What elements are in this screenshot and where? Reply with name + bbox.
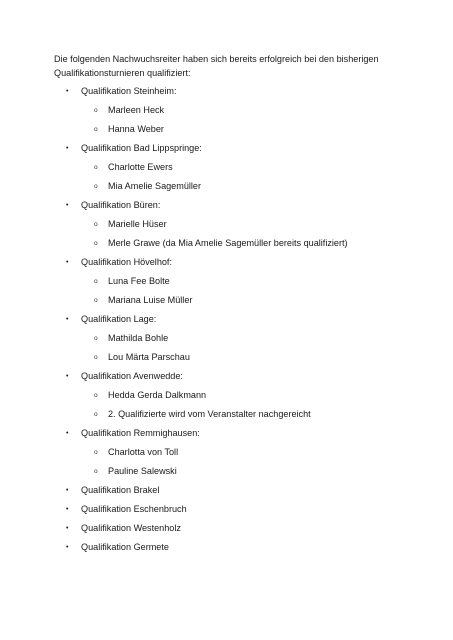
qualification-title: Qualifikation Eschenbruch <box>81 504 187 514</box>
qualification-list <box>0 82 453 557</box>
bullet-marker: • <box>66 373 69 380</box>
sub-bullet-marker: o <box>94 221 98 228</box>
rider-item <box>0 120 453 139</box>
rider-name: Mia Amelie Sagemüller <box>108 181 201 191</box>
rider-item <box>0 158 453 177</box>
qualification-title: Qualifikation Brakel <box>81 485 160 495</box>
sub-bullet-marker: o <box>94 240 98 247</box>
rider-name: Mariana Luise Müller <box>108 295 193 305</box>
sub-bullet-marker: o <box>94 183 98 190</box>
rider-item <box>0 329 453 348</box>
bullet-marker: • <box>66 525 69 532</box>
rider-name: Marleen Heck <box>108 105 165 115</box>
rider-name: Marielle Hüser <box>108 219 167 229</box>
qualification-title: Qualifikation Remmighausen: <box>81 428 200 438</box>
intro-paragraph: Die folgenden Nachwuchsreiter haben sich bereits erfolgreich bei den bisherigen Qualifikationsturnieren qualifiziert: <box>54 54 379 78</box>
bullet-marker: • <box>66 487 69 494</box>
sub-bullet-marker: o <box>94 126 98 133</box>
qualification-item <box>0 310 453 329</box>
qualification-title: Qualifikation Hövelhof: <box>81 257 172 267</box>
rider-item <box>0 386 453 405</box>
qualification-title: Qualifikation Germete <box>81 542 169 552</box>
rider-item <box>0 348 453 367</box>
rider-name: Merle Grawe (da Mia Amelie Sagemüller bereits qualifiziert) <box>108 238 348 248</box>
sub-bullet-marker: o <box>94 411 98 418</box>
rider-item <box>0 177 453 196</box>
qualification-item <box>0 196 453 215</box>
rider-item <box>0 405 453 424</box>
qualification-title: Qualifikation Büren: <box>81 200 161 210</box>
bullet-marker: • <box>66 88 69 95</box>
qualification-item <box>0 424 453 443</box>
qualification-item <box>0 538 453 557</box>
rider-item <box>0 443 453 462</box>
rider-item <box>0 462 453 481</box>
rider-item <box>0 291 453 310</box>
qualification-item <box>0 253 453 272</box>
qualification-title: Qualifikation Bad Lippspringe: <box>81 143 202 153</box>
qualification-title: Qualifikation Lage: <box>81 314 157 324</box>
sub-bullet-marker: o <box>94 107 98 114</box>
rider-name: Pauline Salewski <box>108 466 177 476</box>
sub-bullet-marker: o <box>94 335 98 342</box>
bullet-marker: • <box>66 506 69 513</box>
qualification-item <box>0 519 453 538</box>
sub-bullet-marker: o <box>94 297 98 304</box>
qualification-item <box>0 139 453 158</box>
sub-bullet-marker: o <box>94 392 98 399</box>
rider-name: Luna Fee Bolte <box>108 276 170 286</box>
bullet-marker: • <box>66 316 69 323</box>
sub-bullet-marker: o <box>94 354 98 361</box>
rider-name: Hanna Weber <box>108 124 164 134</box>
qualification-item <box>0 367 453 386</box>
sub-bullet-marker: o <box>94 449 98 456</box>
rider-item <box>0 215 453 234</box>
qualification-item <box>0 481 453 500</box>
sub-bullet-marker: o <box>94 164 98 171</box>
rider-item <box>0 101 453 120</box>
rider-name: Charlotta von Toll <box>108 447 179 457</box>
bullet-marker: • <box>66 259 69 266</box>
rider-item <box>0 234 453 253</box>
qualification-title: Qualifikation Avenwedde: <box>81 371 183 381</box>
sub-bullet-marker: o <box>94 278 98 285</box>
bullet-marker: • <box>66 544 69 551</box>
rider-name: Lou Märta Parschau <box>108 352 190 362</box>
rider-name: 2. Qualifizierte wird vom Veranstalter nachgereicht <box>108 409 311 419</box>
qualification-title: Qualifikation Westenholz <box>81 523 181 533</box>
qualification-item <box>0 500 453 519</box>
bullet-marker: • <box>66 430 69 437</box>
sub-bullet-marker: o <box>94 468 98 475</box>
rider-name: Mathilda Bohle <box>108 333 169 343</box>
rider-name: Charlotte Ewers <box>108 162 173 172</box>
bullet-marker: • <box>66 145 69 152</box>
qualification-title: Qualifikation Steinheim: <box>81 86 177 96</box>
rider-item <box>0 272 453 291</box>
rider-name: Hedda Gerda Dalkmann <box>108 390 207 400</box>
bullet-marker: • <box>66 202 69 209</box>
qualification-item <box>0 82 453 101</box>
